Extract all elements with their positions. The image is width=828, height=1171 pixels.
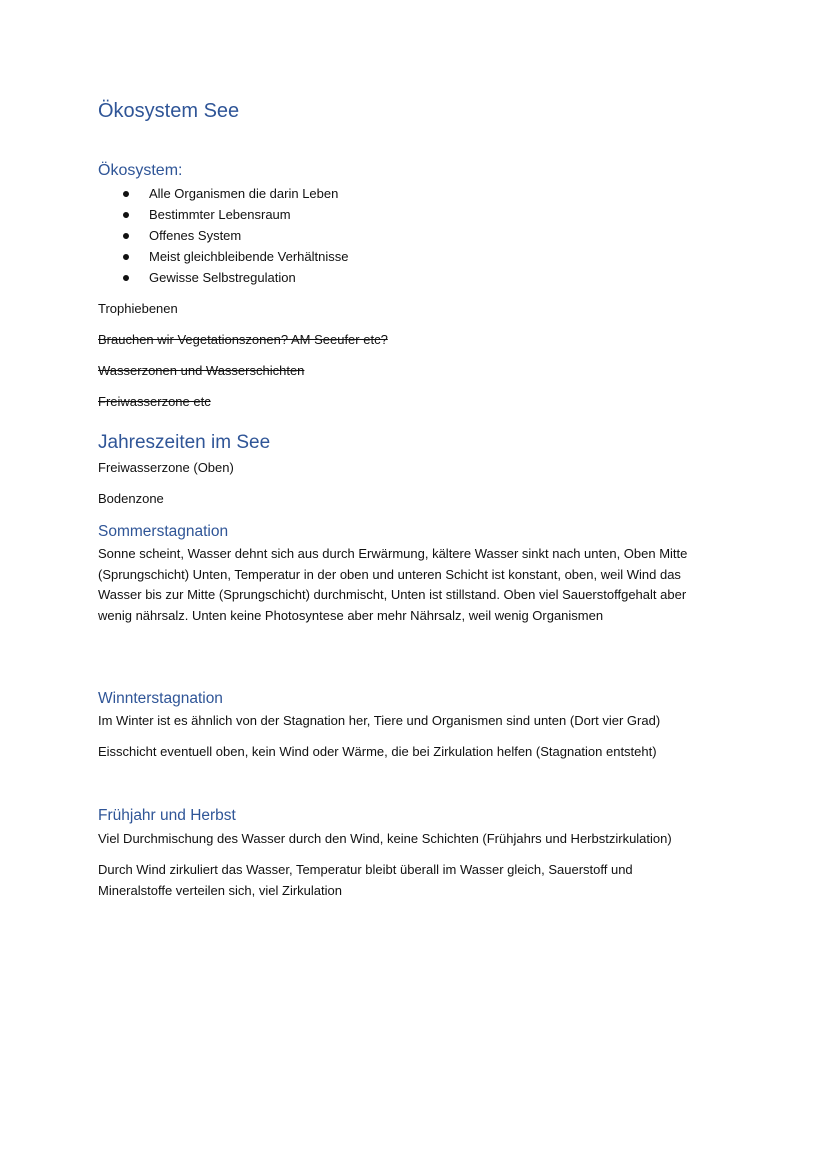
paragraph-fruehjahr-2: Durch Wind zirkuliert das Wasser, Temperatur bleibt überall im Wasser gleich, Sauerstoff und Mineralstoffe verteilen sich, viel Zirkulation [98,862,633,898]
list-item: Gewisse Selbstregulation [98,267,348,288]
paragraph-trophiebenen: Trophiebenen [98,301,178,316]
paragraph-winter-2: Eisschicht eventuell oben, kein Wind oder Wärme, die bei Zirkulation helfen (Stagnation entsteht) [98,744,657,759]
struck-line-vegetationszonen: Brauchen wir Vegetationszonen? AM Seeufer etc? [98,332,388,347]
list-item: Meist gleichbleibende Verhältnisse [98,246,348,267]
paragraph-fruehjahr-1: Viel Durchmischung des Wasser durch den Wind, keine Schichten (Frühjahrs und Herbstzirkulation) [98,831,672,846]
heading-fruehjahr-herbst: Frühjahr und Herbst [98,807,236,824]
paragraph-winter-1: Im Winter ist es ähnlich von der Stagnation her, Tiere und Organismen sind unten (Dort vier Grad) [98,713,661,728]
paragraph-freiwasserzone: Freiwasserzone (Oben) [98,460,234,475]
bullet-list-oekosystem [98,183,348,288]
struck-line-freiwasserzone: Freiwasserzone etc [98,394,211,409]
heading-sommerstagnation: Sommerstagnation [98,523,229,540]
paragraph-sommerstagnation: Sonne scheint, Wasser dehnt sich aus durch Erwärmung, kältere Wasser sinkt nach unten, Oben Mitte (Sprungschicht) Unten, Temperatur in der oben und unteren Schicht ist konstant, oben, weil Wind das Wasser bis zur Mitte (Sprungschicht) durchmischt, Unten ist stillstand. Oben viel Sauerstoffgehalt aber wenig nährsalz. Unten keine Photosyntese aber mehr Nährsalz, weil wenig Organismen [98,546,688,623]
heading-oekosystem: Ökosystem: [98,162,183,179]
paragraph-bodenzone: Bodenzone [98,491,164,506]
struck-line-wasserzonen: Wasserzonen und Wasserschichten [98,363,305,378]
list-item: Alle Organismen die darin Leben [98,183,348,204]
document-title: Ökosystem See [98,100,240,122]
list-item: Offenes System [98,225,348,246]
list-item: Bestimmter Lebensraum [98,204,348,225]
heading-jahreszeiten: Jahreszeiten im See [98,432,271,453]
heading-winterstagnation: Winnterstagnation [98,690,223,707]
